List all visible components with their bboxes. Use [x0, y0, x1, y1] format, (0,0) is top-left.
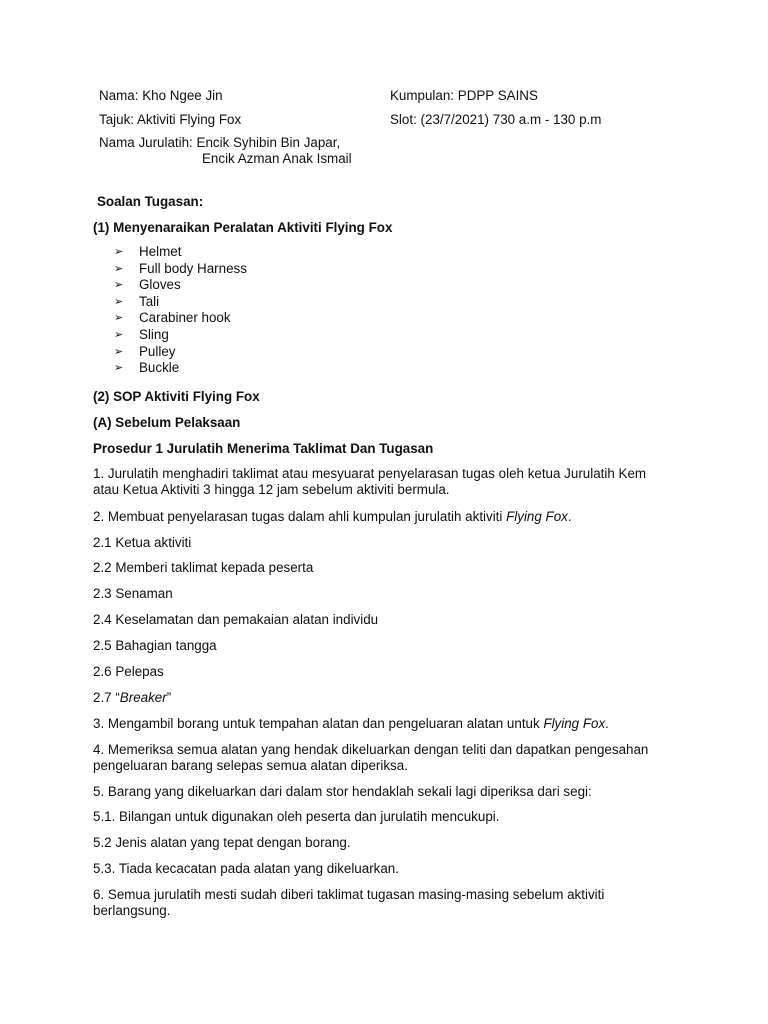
paragraph-5-2: 5.2 Jenis alatan yang tepat dengan borang.: [93, 835, 351, 850]
section2-heading: (2) SOP Aktiviti Flying Fox: [93, 389, 260, 404]
arrow-bullet-icon: ➢: [114, 362, 124, 375]
arrow-bullet-icon: ➢: [114, 279, 124, 292]
paragraph-6: 6. Semua jurulatih mesti sudah diberi taklimat tugasan masing-masing sebelum aktiviti berlangsung.: [93, 887, 605, 918]
arrow-bullet-icon: ➢: [114, 328, 124, 341]
equipment-list: [114, 244, 247, 377]
list-item: ➢ Full body Harness: [114, 260, 247, 276]
slot-row: [390, 112, 601, 128]
list-item: ➢ Buckle: [114, 360, 180, 376]
jurulatih-label: Nama Jurulatih:: [99, 135, 193, 150]
tajuk-row: [99, 112, 241, 128]
paragraph-2-5: 2.5 Bahagian tangga: [93, 638, 217, 653]
paragraph-2-6: 2.6 Pelepas: [93, 664, 164, 679]
paragraph-5-3: 5.3. Tiada kecacatan pada alatan yang dikeluarkan.: [93, 861, 399, 876]
paragraph-2: 2. Membuat penyelarasan tugas dalam ahli kumpulan jurulatih aktiviti Flying Fox.: [93, 509, 572, 524]
slot-label: Slot:: [390, 112, 417, 127]
list-item: ➢ Tali: [114, 293, 160, 309]
arrow-bullet-icon: ➢: [114, 262, 124, 275]
paragraph-5-1: 5.1. Bilangan untuk digunakan oleh peserta dan jurulatih mencukupi.: [93, 809, 500, 824]
paragraph-4: 4. Memeriksa semua alatan yang hendak dikeluarkan dengan teliti dan dapatkan pengesahan pengeluaran barang selepas semua alatan diperiksa.: [93, 742, 649, 773]
list-item: ➢ Pulley: [114, 343, 176, 359]
arrow-bullet-icon: ➢: [114, 246, 124, 258]
arrow-bullet-icon: ➢: [114, 312, 124, 325]
paragraph-2-4: 2.4 Keselamatan dan pemakaian alatan individu: [93, 612, 379, 627]
arrow-bullet-icon: ➢: [114, 295, 124, 308]
jurulatih-name-1: Encik Syhibin Bin Japar,: [196, 135, 341, 150]
list-item: ➢ Sling: [114, 326, 169, 342]
subsection-a-heading: (A) Sebelum Pelaksaan: [93, 415, 241, 430]
list-item: ➢ Carabiner hook: [114, 310, 231, 326]
kumpulan-row: [390, 88, 538, 104]
nama-label: Nama:: [99, 88, 139, 103]
tajuk-label: Tajuk:: [99, 112, 134, 127]
slot-value: (23/7/2021) 730 a.m - 130 p.m: [420, 112, 602, 127]
paragraph-2-1: 2.1 Ketua aktiviti: [93, 535, 192, 550]
nama-row: [99, 88, 223, 104]
paragraph-2-7: 2.7 “Breaker”: [93, 690, 172, 705]
section1-heading: (1) Menyenaraikan Peralatan Aktiviti Flying Fox: [93, 220, 393, 235]
list-item: ➢ Gloves: [114, 277, 181, 293]
jurulatih-name-2: Encik Azman Anak Ismail: [202, 151, 352, 166]
arrow-bullet-icon: ➢: [114, 345, 124, 358]
paragraph-5: 5. Barang yang dikeluarkan dari dalam stor hendaklah sekali lagi diperiksa dari segi:: [93, 784, 592, 799]
list-item: ➢ Helmet: [114, 244, 182, 259]
kumpulan-label: Kumpulan:: [390, 88, 455, 103]
nama-value: Kho Ngee Jin: [142, 88, 223, 103]
prosedur-heading: Prosedur 1 Jurulatih Menerima Taklimat Dan Tugasan: [93, 441, 434, 456]
soalan-heading: Soalan Tugasan:: [97, 194, 204, 209]
paragraph-3: 3. Mengambil borang untuk tempahan alatan dan pengeluaran alatan untuk Flying Fox.: [93, 716, 609, 731]
kumpulan-value: PDPP SAINS: [457, 88, 538, 103]
paragraph-1: 1. Jurulatih menghadiri taklimat atau mesyuarat penyelarasan tugas oleh ketua Jurulatih Kem atau Ketua Aktiviti 3 hingga 12 jam sebelum aktiviti bermula.: [93, 466, 647, 497]
paragraph-2-2: 2.2 Memberi taklimat kepada peserta: [93, 560, 314, 575]
paragraph-2-3: 2.3 Senaman: [93, 586, 173, 601]
jurulatih-row: [99, 135, 340, 151]
tajuk-value: Aktiviti Flying Fox: [136, 112, 242, 127]
